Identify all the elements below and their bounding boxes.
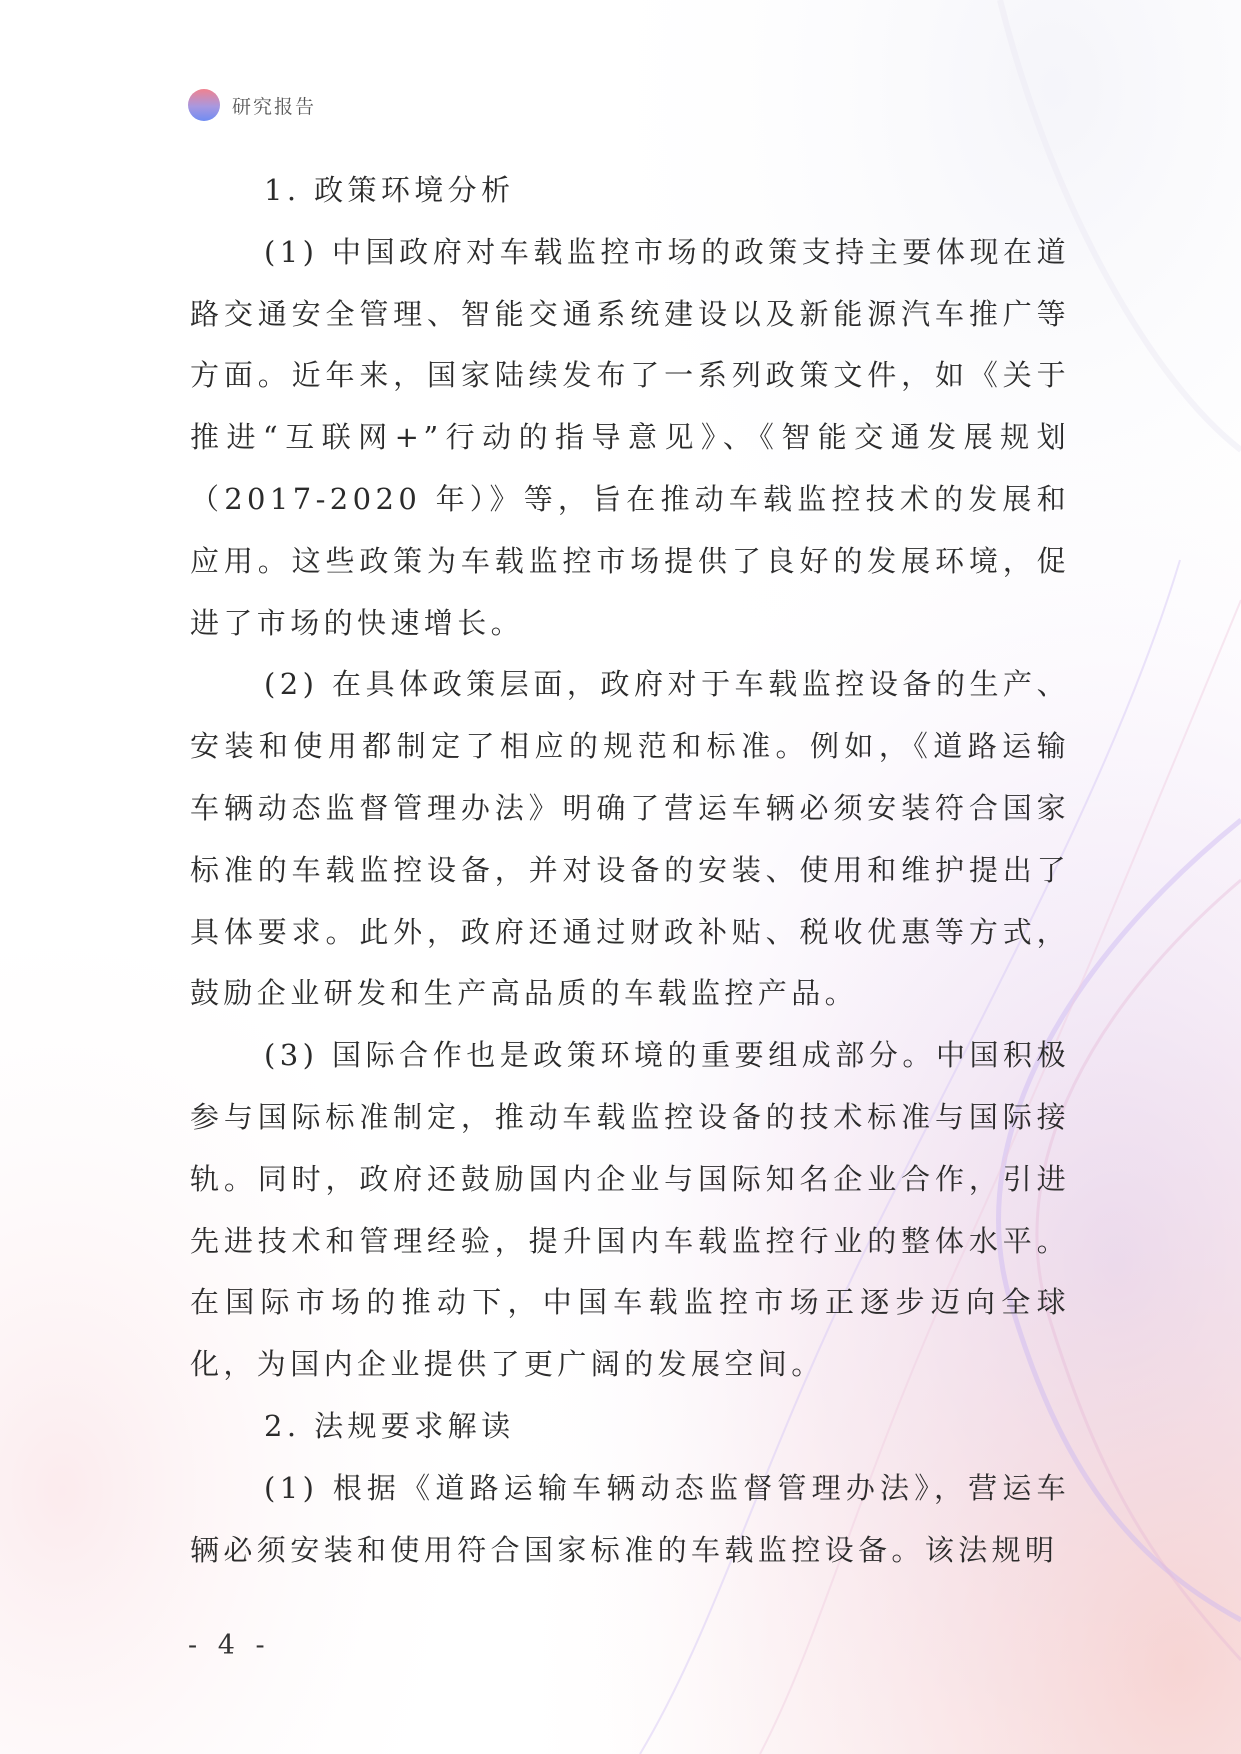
report-header	[188, 88, 316, 122]
section-heading: 2. 法规要求解读	[264, 1408, 515, 1443]
paragraph: (1) 根据《道路运输车辆动态监督管理办法》，营运车辆必须安装和使用符合国家标准的车载监控设备。该法规明	[190, 1470, 1070, 1567]
paragraph: (3) 国际合作也是政策环境的重要组成部分。中国积极参与国际标准制定，推动车载监控设备的技术标准与国际接轨。同时，政府还鼓励国内企业与国际知名企业合作，引进先进技术和管理经验，提升国内车载监控行业的整体水平。在国际市场的推动下，中国车载监控市场正逐步迈向全球化，为国内企业提供了更广阔的发展空间。	[190, 1038, 1070, 1382]
header-title: 研究报告	[232, 95, 317, 118]
logo-icon	[188, 89, 220, 121]
paragraph: (1) 中国政府对车载监控市场的政策支持主要体现在道路交通安全管理、智能交通系统建设以及新能源汽车推广等方面。近年来，国家陆续发布了一系列政策文件，如《关于推进“互联网+”行动的指导意见》、《智能交通发展规划（2017-2020 年）》等，旨在推动车载监控技术的发展和应用。这些政策为车载监控市场提供了良好的发展环境，促进了市场的快速增长。	[190, 234, 1070, 640]
page-number: - 4 -	[188, 1630, 271, 1661]
paragraph: (2) 在具体政策层面，政府对于车载监控设备的生产、安装和使用都制定了相应的规范和标准。例如，《道路运输车辆动态监督管理办法》明确了营运车辆必须安装符合国家标准的车载监控设备，并对设备的安装、使用和维护提出了具体要求。此外，政府还通过财政补贴、税收优惠等方式，鼓励企业研发和生产高品质的车载监控产品。	[190, 667, 1070, 1011]
section-heading: 1. 政策环境分析	[264, 173, 515, 207]
document-body	[190, 160, 1070, 1581]
